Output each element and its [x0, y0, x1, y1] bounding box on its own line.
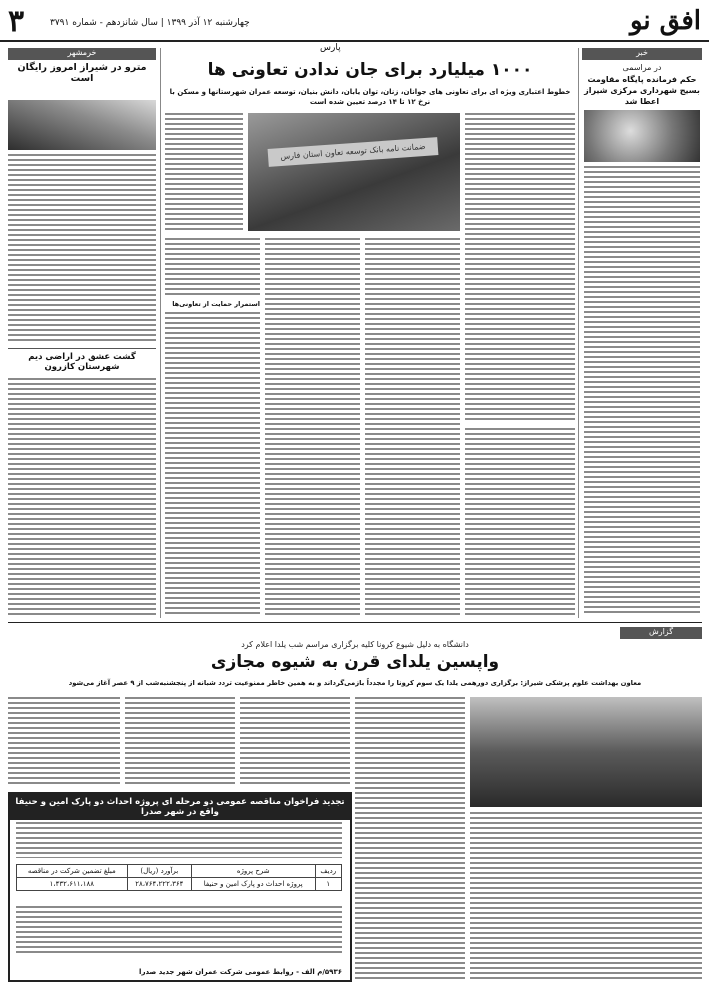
ad-table [16, 864, 342, 891]
right-kicker: در مراسمی [622, 63, 662, 72]
ad-cell: پروژه احداث دو پارک امین و حنیفا [191, 878, 315, 891]
ad-col-header: شرح پروژه [191, 865, 315, 878]
ad-col-header: مبلغ تضمین شرکت در مناقصه [17, 865, 128, 878]
ad-cell: ۱ [315, 878, 341, 891]
newspaper-logo: افق نو [629, 6, 701, 36]
ad-body-text-2 [16, 906, 342, 956]
ad-footer: ۵۹۳۶/م الف - روابط عمومی شرکت عمران شهر جدید صدرا [139, 968, 342, 976]
bottom-body-col4 [125, 697, 235, 787]
ad-table-header [17, 865, 342, 878]
ad-col-header: ردیف [315, 865, 341, 878]
right-body-text [584, 166, 700, 616]
right-headline: حکم فرمانده پایگاه مقاومت بسیج شهرداری مرکزی شیراز اعطا شد [584, 75, 700, 106]
bottom-body-right [470, 812, 702, 982]
right-column-label: خبر [582, 48, 702, 60]
main-body-col4 [465, 428, 575, 616]
bottom-body-col5 [8, 697, 120, 787]
bottom-body-col2 [355, 697, 465, 982]
report-label: گزارش [620, 627, 702, 639]
left-headline: مترو در شیراز امروز رایگان است [17, 62, 147, 84]
ad-table-row [17, 878, 342, 891]
column-divider [160, 48, 161, 618]
ad-body-text [16, 822, 342, 858]
main-subhead: خطوط اعتباری ویژه ای برای تعاونی های جوانان، زنان، توان یابان، دانش بنیان، توسعه عمران شهرستانها و مسکن با نرخ ۱۲ تا ۱۴ درصد تعیین شده است [169, 88, 571, 106]
yalda-photo [470, 697, 702, 807]
main-body-col3 [365, 238, 460, 616]
main-body-col2 [265, 238, 360, 616]
main-body-col1 [165, 238, 260, 298]
bottom-body-col3 [240, 697, 350, 787]
inline-heading: استمرار حمایت از تعاونی‌ها [172, 300, 260, 308]
main-body-col1b [165, 312, 260, 616]
bottom-kicker: دانشگاه به دلیل شیوع کرونا کلیه برگزاری مراسم شب یلدا اعلام کرد [241, 640, 469, 649]
ceremony-photo [248, 113, 460, 231]
column-divider [578, 48, 579, 618]
ad-col-header: برآورد (ریال) [127, 865, 191, 878]
section-rule [8, 622, 702, 623]
dateline: چهارشنبه ۱۲ آذر ۱۳۹۹ | سال شانزدهم - شماره ۳۷۹۱ [50, 18, 250, 28]
main-body-text-right [465, 113, 575, 423]
tender-ad [8, 792, 352, 982]
page-number: ۳ [8, 5, 25, 38]
bottom-subhead: معاون بهداشت علوم پزشکی شیراز: برگزاری دورهمی یلدا یک سوم کرونا را مجدداً بازمی‌گرداند و به همین خاطر ممنوعیت تردد شبانه از پنجشنبه‌شب از ۹ عصر آغاز می‌شود [68, 679, 642, 687]
left-subhead: گشت عشق در اراضی دیم شهرستان کازرون [8, 348, 156, 376]
main-headline: ۱۰۰۰ میلیارد برای جان ندادن تعاونی ها [207, 60, 533, 80]
metro-photo [8, 100, 156, 150]
ad-title: تجدید فراخوان مناقصه عمومی دو مرحله ای پروژه احداث دو پارک امین و حنیفا واقع در شهر صدرا [10, 794, 350, 820]
ad-cell: ۱،۴۳۲،۶۱۱،۱۸۸ [17, 878, 128, 891]
left-column-label: خرمشهر [8, 48, 156, 60]
main-body-text [165, 113, 243, 233]
ceremony-photo-small [584, 110, 700, 162]
section-name: پارس [320, 43, 341, 53]
bottom-headline: واپسین یلدای قرن به شیوه مجازی [210, 652, 500, 672]
left-body-text [8, 154, 156, 344]
photo-banner: ضمانت نامه بانک توسعه تعاون استان فارس [268, 137, 439, 167]
ad-cell: ۲۸،۷۶۴،۲۲۲،۳۶۴ [127, 878, 191, 891]
left-body-text-2 [8, 378, 156, 616]
